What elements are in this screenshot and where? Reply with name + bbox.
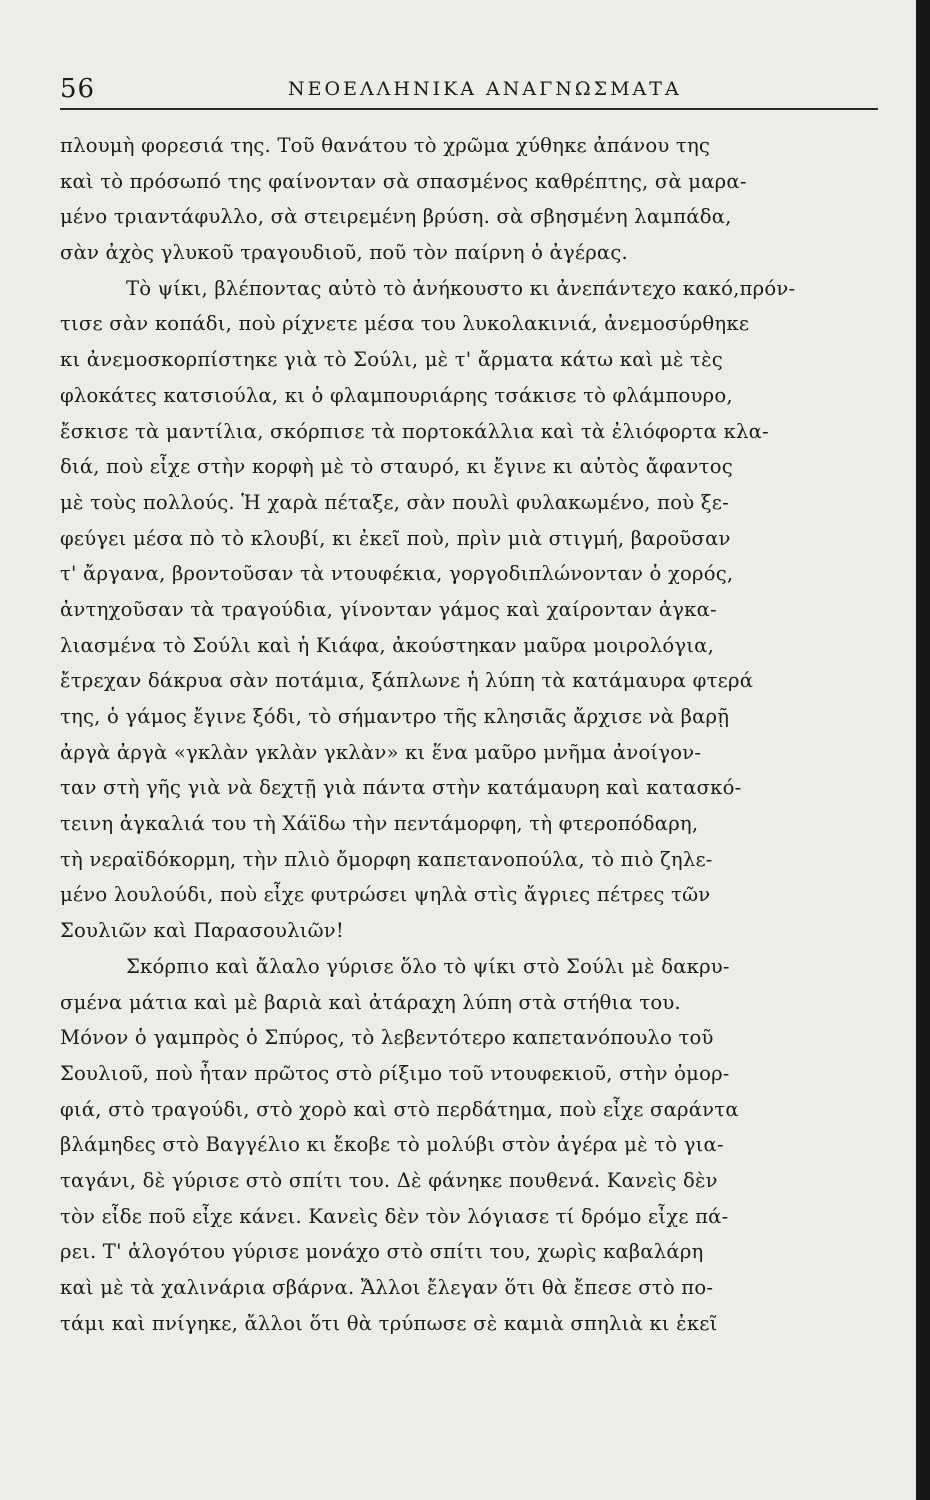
page-number: 56	[60, 74, 96, 104]
text-line: καὶ τὸ πρόσωπό της φαίνονταν σὰ σπασμένος καθρέπτης, σὰ μαρα-	[60, 169, 747, 193]
text-line: μένο τριαντάφυλλο, σὰ στειρεμένη βρύση. σὰ σβησμένη λαμπάδα,	[60, 205, 732, 229]
text-line: φεύγει μέσα πὸ τὸ κλουβί, κι ἐκεῖ ποὺ, πρὶν μιὰ στιγμή, βαροῦσαν	[60, 526, 731, 550]
text-line: σὰν ἀχὸς γλυκοῦ τραγουδιοῦ, ποῦ τὸν παίρνη ὁ ἀγέρας.	[60, 241, 628, 265]
text-line: βλάμηδες στὸ Βαγγέλιο κι ἔκοβε τὸ μολύβι στὸν ἀγέρα μὲ τὸ για-	[60, 1133, 724, 1157]
text-line: Σκόρπιο καὶ ἄλαλο γύρισε ὅλο τὸ ψίκι στὸ Σούλι μὲ δακρυ-	[126, 954, 730, 978]
text-line: καὶ μὲ τὰ χαλινάρια σβάρνα. Ἄλλοι ἔλεγαν ὅτι θὰ ἔπεσε στὸ πο-	[60, 1276, 714, 1299]
header-rule	[60, 108, 878, 110]
text-line: μένο λουλούδι, ποὺ εἶχε φυτρώσει ψηλὰ στὶς ἄγριες πέτρες τῶν	[60, 883, 711, 907]
text-line: τ' ἄργανα, βροντοῦσαν τὰ ντουφέκια, γοργοδιπλώνονταν ὁ χορός,	[60, 562, 734, 586]
text-line: ταν στὴ γῆς γιὰ νὰ δεχτῇ γιὰ πάντα στὴν κατάμαυρη καὶ κατασκό-	[60, 776, 742, 800]
text-line: φλοκάτες κατσιούλα, κι ὁ φλαμπουριάρης τσάκισε τὸ φλάμπουρο,	[60, 383, 733, 407]
text-line: διά, ποὺ εἶχε στὴν κορφὴ μὲ τὸ σταυρό, κι ἔγινε κι αὐτὸς ἄφαντος	[60, 455, 733, 479]
scan-page-edge	[916, 0, 930, 1500]
text-line: ἔτρεχαν δάκρυα σὰν ποτάμια, ξάπλωνε ἡ λύπη τὰ κατάμαυρα φτερά	[60, 669, 754, 693]
text-line: ἀντηχοῦσαν τὰ τραγούδια, γίνονταν γάμος καὶ χαίρονταν ἀγκα-	[60, 597, 717, 621]
text-line: πλουμὴ φορεσιά της. Τοῦ θανάτου τὸ χρῶμα χύθηκε ἀπάνου της	[60, 134, 711, 157]
text-line: κι ἀνεμοσκορπίστηκε γιὰ τὸ Σούλι, μὲ τ' ἄρματα κάτω καὶ μὲ τὲς	[60, 348, 723, 372]
text-line: Μόνον ὁ γαμπρὸς ὁ Σπύρος, τὸ λεβεντότερο καπετανόπουλο τοῦ	[60, 1026, 714, 1050]
text-line: τεινη ἀγκαλιά του τὴ Χάϊδω τὴν πεντάμορφη, τὴ φτεροπόδαρη,	[60, 812, 699, 836]
text-line: τὸν εἶδε ποῦ εἶχε κάνει. Κανεὶς δὲν τὸν λόγιασε τί δρόμο εἶχε πά-	[60, 1204, 729, 1228]
text-line: ἔσκισε τὰ μαντίλια, σκόρπισε τὰ πορτοκάλλια καὶ τὰ ἐλιόφορτα κλα-	[60, 419, 769, 443]
text-line: λιασμένα τὸ Σούλι καὶ ἡ Κιάφα, ἀκούστηκαν μαῦρα μοιρολόγια,	[60, 633, 715, 657]
text-line: τὴ νεραϊδόκορμη, τὴν πλιὸ ὄμορφη καπετανοπούλα, τὸ πιὸ ζηλε-	[60, 847, 713, 871]
page-header	[60, 70, 878, 106]
text-line: ρει. Τ' ἀλογότου γύρισε μονάχο στὸ σπίτι του, χωρὶς καβαλάρη	[60, 1240, 704, 1264]
text-line: τισε σὰν κοπάδι, ποὺ ρίχνετε μέσα του λυκολακινιά, ἀνεμοσύρθηκε	[60, 312, 750, 336]
text-line: ταγάνι, δὲ γύρισε στὸ σπίτι του. Δὲ φάνηκε πουθενά. Κανεὶς δὲν	[60, 1168, 718, 1192]
text-line: Σουλιῶν καὶ Παρασουλιῶν!	[60, 919, 344, 943]
text-line: μὲ τοὺς πολλούς. Ἡ χαρὰ πέταξε, σὰν πουλὶ φυλακωμένο, ποὺ ξε-	[60, 490, 729, 514]
text-line: σμένα μάτια καὶ μὲ βαριὰ καὶ ἀτάραχη λύπη στὰ στήθια του.	[60, 990, 681, 1014]
text-line: τάμι καὶ πνίγηκε, ἄλλοι ὅτι θὰ τρύπωσε σὲ καμιὰ σπηλιὰ κι ἐκεῖ	[60, 1311, 718, 1335]
text-line: φιά, στὸ τραγούδι, στὸ χορὸ καὶ στὸ περδάτημα, ποὺ εἶχε σαράντα	[60, 1097, 739, 1121]
text-line: της, ὁ γάμος ἔγινε ξόδι, τὸ σήμαντρο τῆς κλησιᾶς ἄρχισε νὰ βαρῇ	[60, 705, 730, 728]
running-title: ΝΕΟΕΛΛΗΝΙΚΑ ΑΝΑΓΝΩΣΜΑΤΑ	[288, 78, 682, 100]
text-line: Τὸ ψίκι, βλέποντας αὐτὸ τὸ ἀνήκουστο κι ἀνεπάντεχο κακό,πρόν-	[126, 276, 796, 300]
text-line: ἀργὰ ἀργὰ «γκλὰν γκλὰν γκλὰν» κι ἕνα μαῦρο μνῆμα ἀνοίγον-	[60, 740, 702, 764]
body-text	[60, 128, 898, 1341]
text-line: Σουλιοῦ, ποὺ ἦταν πρῶτος στὸ ρίξιμο τοῦ ντουφεκιοῦ, στὴν ὀμορ-	[60, 1061, 730, 1085]
